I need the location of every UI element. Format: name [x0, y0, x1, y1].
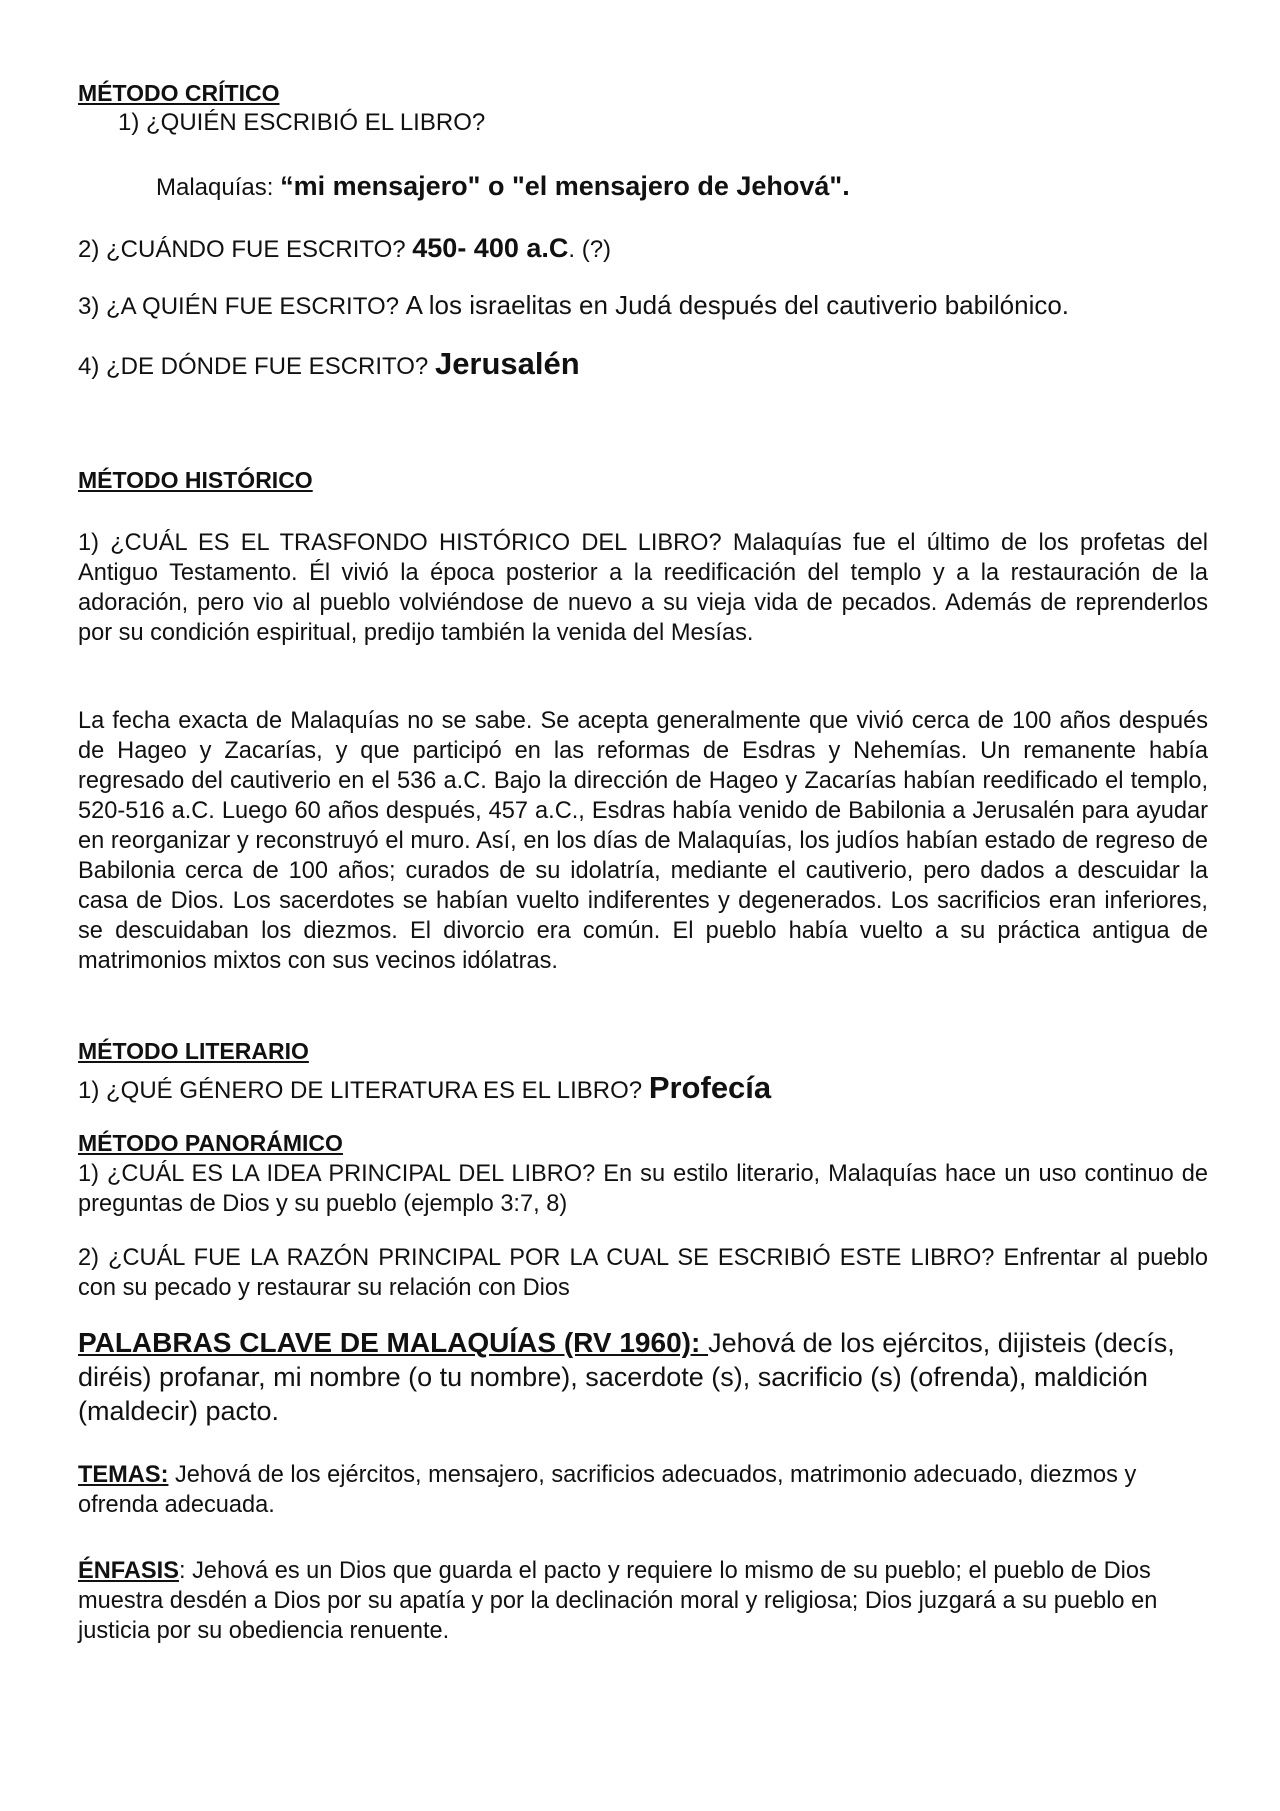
critico-answer-1-label: Malaquías: [156, 174, 281, 201]
literario-question-1 [78, 1066, 1208, 1116]
palabras-clave-body: Jehová de los ejércitos, dijisteis (decís, diréis) profanar, mi nombre (o tu nombre), sacerdote (s), sacrificio (s) (ofrenda), maldición (maldecir) pacto. [78, 1328, 1175, 1426]
historico-paragraph-1: 1) ¿CUÁL ES EL TRASFONDO HISTÓRICO DEL LIBRO? Malaquías fue el último de los profetas del Antiguo Testamento. Él vivió la época posterior a la reedificación del templo y a la restauración de la adoración, pero vio al pueblo volviéndose de nuevo a su vieja vida de pecados. Además de reprenderlos por su condición espiritual, predijo también la venida del Mesías. [78, 530, 1208, 646]
critico-question-2 [78, 228, 1208, 273]
critico-heading: MÉTODO CRÍTICO [78, 80, 280, 106]
critico-answer-1 [156, 166, 1280, 211]
critico-question-3-label: 3) ¿A QUIÉN FUE ESCRITO? [78, 293, 406, 320]
palabras-clave-paragraph [78, 1326, 1208, 1428]
temas-label: TEMAS: [78, 1462, 169, 1488]
critico-answer-1-value: “mi mensajero" o "el mensajero de Jehová". [280, 171, 850, 201]
critico-question-3 [78, 285, 1208, 330]
critico-question-4-label: 4) ¿DE DÓNDE FUE ESCRITO? [78, 353, 435, 380]
critico-question-4-answer: Jerusalén [434, 346, 580, 381]
enfasis-paragraph [78, 1556, 1208, 1646]
critico-question-1: 1) ¿QUIÉN ESCRIBIÓ EL LIBRO? [118, 109, 486, 136]
critico-question-2-answer: 450- 400 a.C [412, 233, 569, 263]
critico-question-2-suffix: . (?) [568, 236, 612, 263]
literario-question-1-answer: Profecía [648, 1070, 772, 1105]
literario-heading: MÉTODO LITERARIO [78, 1038, 309, 1064]
critico-question-4 [78, 342, 1208, 392]
critico-question-3-answer: A los israelitas en Judá después del cautiverio babilónico. [405, 290, 1070, 320]
panoramico-paragraph-2: 2) ¿CUÁL FUE LA RAZÓN PRINCIPAL POR LA CUAL SE ESCRIBIÓ ESTE LIBRO? Enfrentar al pueblo con su pecado y restaurar su relación con Dios [78, 1245, 1208, 1301]
historico-paragraph-2: La fecha exacta de Malaquías no se sabe. Se acepta generalmente que vivió cerca de 100 años después de Hageo y Zacarías, y que participó en las reformas de Esdras y Nehemías. Un remanente había regresado del cautiverio en el 536 a.C. Bajo la dirección de Hageo y Zacarías habían reedificado el templo, 520-516 a.C. Luego 60 años después, 457 a.C., Esdras había venido de Babilonia a Jerusalén para ayudar en reorganizar y reconstruyó el muro. Así, en los días de Malaquías, los judíos habían estado de regreso de Babilonia cerca de 100 años; curados de su idolatría, mediante el cautiverio, pero dados a descuidar la casa de Dios. Los sacerdotes se habían vuelto indiferentes y degenerados. Los sacrificios eran inferiores, se descuidaban los diezmos. El divorcio era común. El pueblo había vuelto a su práctica antigua de matrimonios mixtos con sus vecinos idólatras. [78, 708, 1208, 974]
enfasis-label: ÉNFASIS [78, 1558, 179, 1584]
temas-body: Jehová de los ejércitos, mensajero, sacrificios adecuados, matrimonio adecuado, diezmos y ofrenda adecuada. [78, 1462, 1137, 1518]
temas-paragraph [78, 1460, 1208, 1520]
panoramico-heading: MÉTODO PANORÁMICO [78, 1130, 343, 1156]
critico-question-2-label: 2) ¿CUÁNDO FUE ESCRITO? [78, 236, 413, 263]
literario-question-1-label: 1) ¿QUÉ GÉNERO DE LITERATURA ES EL LIBRO? [78, 1077, 649, 1104]
enfasis-body: : Jehová es un Dios que guarda el pacto y requiere lo mismo de su pueblo; el pueblo de Dios muestra desdén a Dios por su apatía y por la declinación moral y religiosa; Dios juzgará a su pueblo en justicia por su obediencia renuente. [78, 1558, 1158, 1644]
panoramico-paragraph-1: 1) ¿CUÁL ES LA IDEA PRINCIPAL DEL LIBRO? En su estilo literario, Malaquías hace un uso continuo de preguntas de Dios y su pueblo (ejemplo 3:7, 8) [78, 1161, 1208, 1217]
historico-heading: MÉTODO HISTÓRICO [78, 467, 313, 493]
palabras-clave-heading: PALABRAS CLAVE DE MALAQUÍAS (RV 1960): [78, 1327, 709, 1358]
